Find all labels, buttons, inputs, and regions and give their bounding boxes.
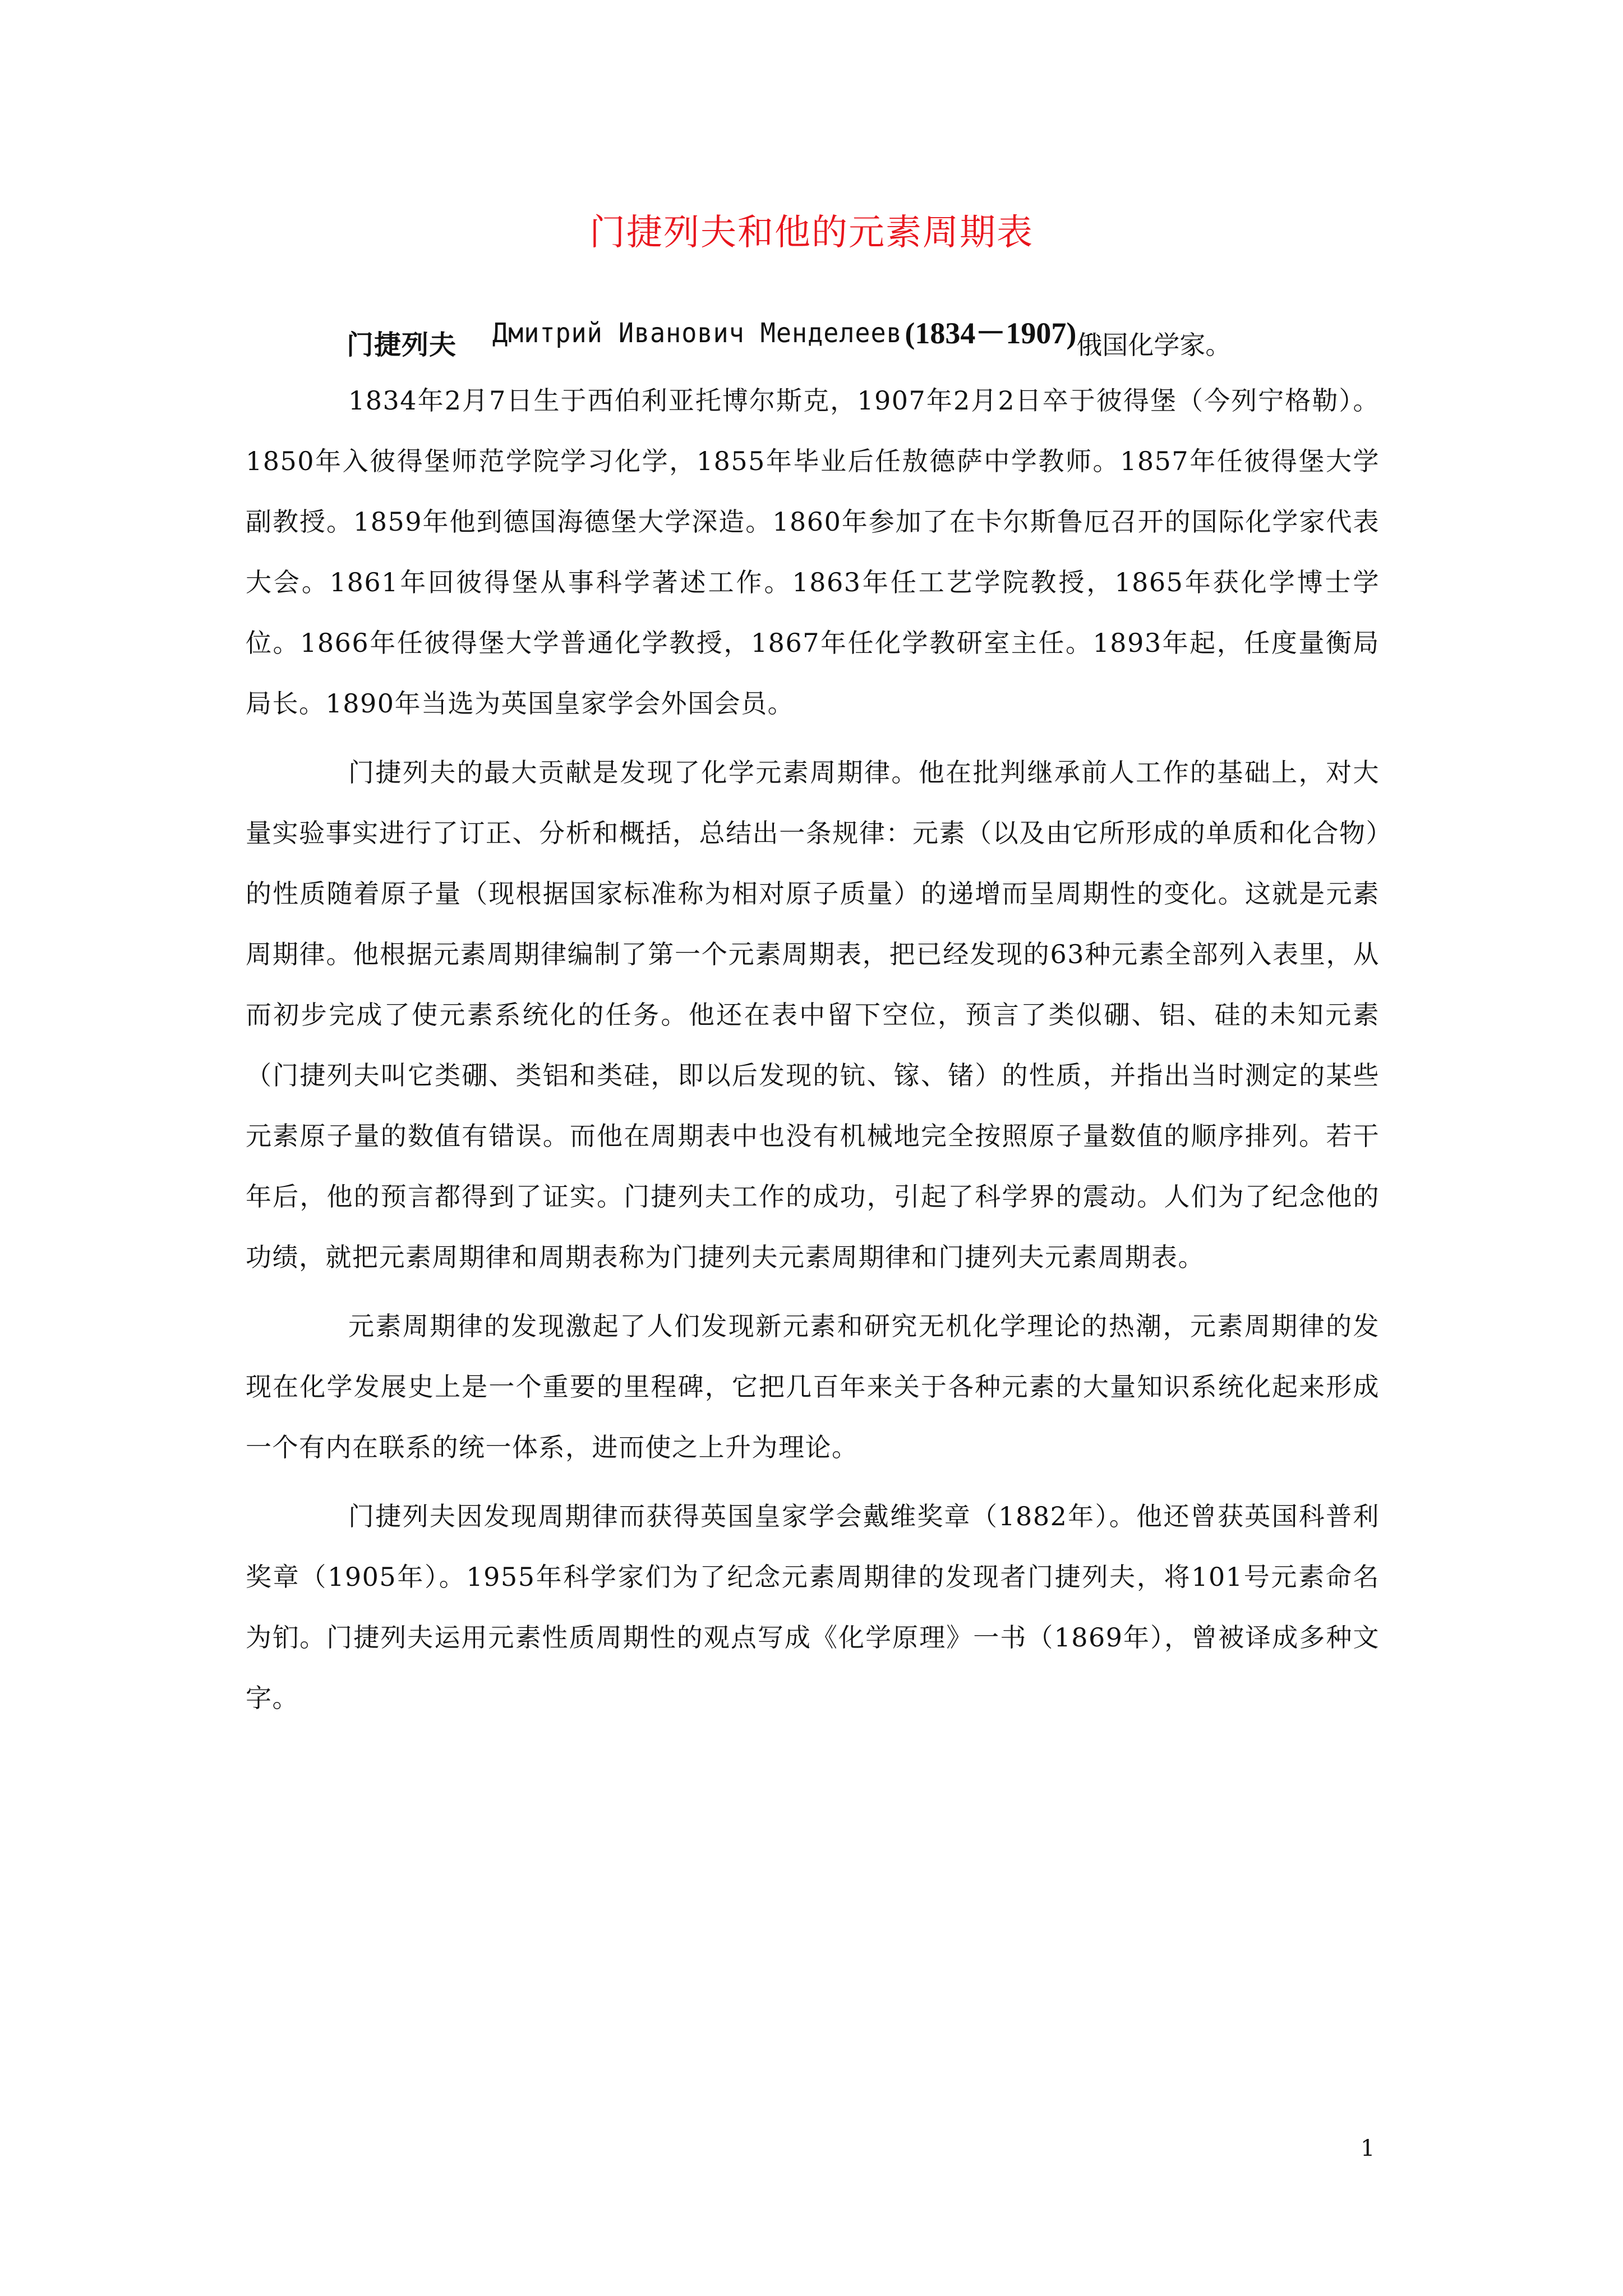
paragraph-significance: 元素周期律的发现激起了人们发现新元素和研究无机化学理论的热潮，元素周期律的发现在化学发展史上是一个重要的里程碑，它把几百年来关于各种元素的大量知识系统化起来形成一个有内在联系的统一体系，进而使之上升为理论。 bbox=[246, 1311, 1380, 1462]
page-number: 1 bbox=[1361, 2136, 1375, 2161]
author-name-chinese: 门捷列夫 bbox=[347, 329, 457, 361]
paragraph-biography: 1834年2月7日生于西伯利亚托博尔斯克，1907年2月2日卒于彼得堡（今列宁格勒）。1850年入彼得堡师范学院学习化学，1855年毕业后任敖德萨中学教师。1857年任彼得堡大学副教授。1859年他到德国海德堡大学深造。1860年参加了在卡尔斯鲁厄召开的国际化学家代表大会。1861年回彼得堡从事科学著述工作。1863年任工艺学院教授，1865年获化学博士学位。1866年任彼得堡大学普通化学教授，1867年任化学教研室主任。1893年起，任度量衡局局长。1890年当选为英国皇家学会外国会员。 bbox=[246, 385, 1380, 719]
author-line bbox=[347, 303, 1231, 365]
page-title: 门捷列夫和他的元素周期表 bbox=[589, 212, 1034, 254]
author-lifespan: (1834－1907) bbox=[905, 316, 1077, 350]
paragraph-honors: 门捷列夫因发现周期律而获得英国皇家学会戴维奖章（1882年）。他还曾获英国科普利奖章（1905年）。1955年科学家们为了纪念元素周期律的发现者门捷列夫，将101号元素命名为钔。门捷列夫运用元素性质周期性的观点写成《化学原理》一书（1869年），曾被译成多种文字。 bbox=[246, 1501, 1380, 1713]
article-body bbox=[246, 370, 1380, 1737]
author-name-russian: Дмитрий Иванович Менделеев bbox=[492, 318, 902, 349]
paragraph-contribution: 门捷列夫的最大贡献是发现了化学元素周期律。他在批判继承前人工作的基础上，对大量实验事实进行了订正、分析和概括，总结出一条规律：元素（以及由它所形成的单质和化合物）的性质随着原子量（现根据国家标准称为相对原子质量）的递增而呈周期性的变化。这就是元素周期律。他根据元素周期律编制了第一个元素周期表，把已经发现的63种元素全部列入表里，从而初步完成了使元素系统化的任务。他还在表中留下空位，预言了类似硼、铝、硅的未知元素（门捷列夫叫它类硼、类铝和类硅，即以后发现的钪、镓、锗）的性质，并指出当时测定的某些元素原子量的数值有错误。而他在周期表中也没有机械地完全按照原子量数值的顺序排列。若干年后，他的预言都得到了证实。门捷列夫工作的成功，引起了科学界的震动。人们为了纪念他的功绩，就把元素周期律和周期表称为门捷列夫元素周期律和门捷列夫元素周期表。 bbox=[246, 757, 1380, 1272]
author-nationality: 俄国化学家。 bbox=[1076, 330, 1232, 360]
